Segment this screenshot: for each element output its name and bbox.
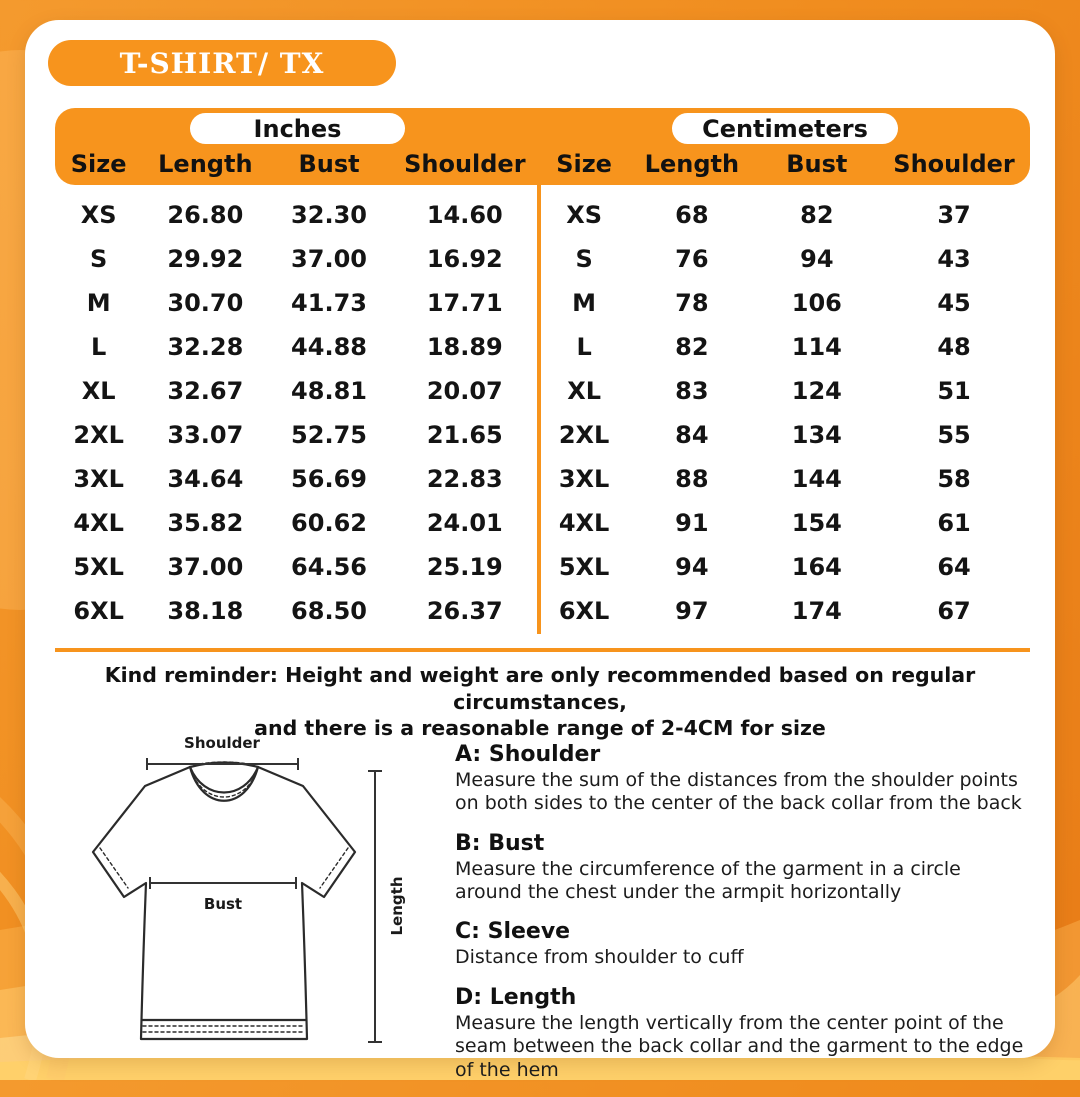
cell-length: 78: [675, 289, 709, 317]
cell-bust: 64.56: [291, 553, 367, 581]
title-pill: [48, 40, 396, 86]
cell-shoulder: 26.37: [426, 597, 503, 625]
diagram-bust-label: Bust: [203, 895, 243, 913]
unit-label-centimeters: Centimeters: [702, 114, 868, 143]
table-row: [55, 413, 540, 457]
cell-size: L: [91, 333, 107, 361]
kind-reminder-line2: and there is a reasonable range of 2-4CM for size: [254, 716, 826, 741]
column-header-length: Length: [158, 150, 253, 178]
cell-shoulder: 14.60: [426, 201, 503, 229]
measurement-instructions: [455, 742, 1033, 1097]
cell-length: 91: [675, 509, 709, 537]
cell-bust: 82: [800, 201, 834, 229]
cell-bust: 68.50: [291, 597, 367, 625]
cell-size: XS: [566, 201, 602, 229]
cell-size: M: [572, 289, 597, 317]
horizontal-rule: [55, 648, 1030, 652]
cell-size: XL: [81, 377, 116, 405]
column-header-shoulder: Shoulder: [893, 150, 1015, 178]
kind-reminder-line1: Kind reminder: Height and weight are only recommended based on regular circumstances,: [104, 663, 976, 714]
instruction-sleeve: [455, 919, 1033, 969]
cell-shoulder: 55: [937, 421, 971, 449]
instruction-body: Measure the circumference of the garment in a circle around the chest under the armpit horizontally: [455, 857, 961, 904]
cell-bust: 44.88: [291, 333, 367, 361]
cell-length: 34.64: [167, 465, 244, 493]
table-row: [540, 325, 1030, 369]
unit-label-inches: Inches: [253, 114, 342, 143]
cell-bust: 41.73: [291, 289, 367, 317]
inches-table: [55, 188, 540, 633]
cell-shoulder: 25.19: [426, 553, 503, 581]
cell-length: 33.07: [167, 421, 244, 449]
cell-length: 97: [675, 597, 709, 625]
cell-bust: 124: [791, 377, 842, 405]
cell-size: XS: [80, 201, 117, 229]
cell-length: 29.92: [167, 245, 244, 273]
instruction-body: Measure the sum of the distances from the shoulder points on both sides to the center of the back collar from the back: [455, 769, 1022, 815]
centimeters-table: [540, 188, 1030, 633]
cell-bust: 134: [791, 421, 842, 449]
cell-size: 2XL: [73, 421, 124, 449]
cell-bust: 154: [791, 509, 842, 537]
table-row: [540, 589, 1030, 633]
instruction-shoulder: [455, 742, 1033, 816]
cell-size: L: [576, 333, 592, 361]
cell-shoulder: 67: [937, 597, 971, 625]
cell-length: 83: [675, 377, 709, 405]
cell-shoulder: 64: [937, 553, 971, 581]
instruction-body: Distance from shoulder to cuff: [455, 946, 744, 969]
cell-length: 32.28: [167, 333, 244, 361]
cell-bust: 106: [791, 289, 842, 317]
column-header-bust: Bust: [298, 150, 360, 178]
cell-shoulder: 43: [937, 245, 971, 273]
diagram-length-label: Length: [388, 876, 406, 936]
unit-pill-inches: [190, 113, 405, 144]
table-header-band: [55, 108, 1030, 185]
instruction-body: Measure the length vertically from the center point of the seam between the back collar and the garment to the edge of the hem: [455, 1011, 1024, 1081]
cell-length: 94: [675, 553, 709, 581]
table-vertical-divider: [537, 185, 541, 634]
cell-size: 5XL: [558, 553, 610, 581]
cell-size: S: [90, 245, 108, 273]
table-row: [540, 413, 1030, 457]
table-row: [540, 193, 1030, 237]
cell-size: M: [86, 289, 111, 317]
table-row: [540, 369, 1030, 413]
table-row: [55, 457, 540, 501]
tshirt-diagram: [70, 734, 450, 1054]
table-row: [55, 369, 540, 413]
table-row: [55, 237, 540, 281]
length-measure-line: [368, 771, 382, 1042]
cell-shoulder: 21.65: [426, 421, 503, 449]
cell-shoulder: 51: [937, 377, 971, 405]
instruction-length: [455, 985, 1033, 1082]
table-row: [55, 501, 540, 545]
diagram-shoulder-label: Shoulder: [184, 734, 260, 752]
size-chart-card: [25, 20, 1055, 1081]
cell-shoulder: 45: [937, 289, 971, 317]
table-row: [540, 237, 1030, 281]
table-row: [55, 589, 540, 633]
cell-length: 38.18: [167, 597, 244, 625]
cell-size: 3XL: [558, 465, 610, 493]
unit-pill-centimeters: [672, 113, 898, 144]
header-half-inches: [55, 108, 540, 187]
table-row: [540, 545, 1030, 589]
cell-length: 82: [675, 333, 709, 361]
cell-length: 88: [675, 465, 709, 493]
cell-bust: 37.00: [291, 245, 367, 273]
cell-length: 84: [675, 421, 709, 449]
table-row: [540, 281, 1030, 325]
column-header-size: Size: [70, 150, 127, 178]
column-header-length: Length: [644, 150, 740, 178]
cell-shoulder: 18.89: [426, 333, 503, 361]
cell-shoulder: 16.92: [426, 245, 503, 273]
instruction-title: C: Sleeve: [455, 919, 571, 945]
column-header-bust: Bust: [786, 150, 848, 178]
table-row: [55, 281, 540, 325]
cell-shoulder: 37: [937, 201, 971, 229]
cell-length: 37.00: [167, 553, 244, 581]
cell-shoulder: 17.71: [426, 289, 503, 317]
table-row: [55, 193, 540, 237]
cell-shoulder: 20.07: [426, 377, 503, 405]
cell-bust: 114: [791, 333, 842, 361]
page-title: T-SHIRT/ TX: [119, 46, 325, 80]
cell-size: 2XL: [558, 421, 610, 449]
cell-bust: 174: [791, 597, 842, 625]
cell-bust: 32.30: [291, 201, 367, 229]
cell-length: 30.70: [167, 289, 244, 317]
cell-bust: 52.75: [291, 421, 367, 449]
cell-bust: 94: [800, 245, 834, 273]
cell-size: 6XL: [73, 597, 124, 625]
cell-length: 26.80: [167, 201, 244, 229]
table-row: [55, 545, 540, 589]
cell-length: 76: [675, 245, 709, 273]
cell-size: 4XL: [558, 509, 610, 537]
cell-bust: 48.81: [291, 377, 367, 405]
cell-length: 35.82: [167, 509, 244, 537]
instruction-bust: [455, 831, 1033, 905]
cell-shoulder: 24.01: [426, 509, 503, 537]
cell-size: S: [575, 245, 593, 273]
cell-shoulder: 58: [937, 465, 971, 493]
table-row: [55, 325, 540, 369]
table-rows-area: [55, 188, 1030, 633]
cell-bust: 164: [791, 553, 842, 581]
table-row: [540, 457, 1030, 501]
kind-reminder: [25, 662, 1055, 742]
cell-size: 3XL: [73, 465, 124, 493]
cell-size: 4XL: [73, 509, 124, 537]
cell-size: XL: [567, 377, 601, 405]
cell-bust: 56.69: [291, 465, 367, 493]
cell-size: 5XL: [73, 553, 124, 581]
cell-shoulder: 22.83: [426, 465, 503, 493]
cell-size: 6XL: [558, 597, 610, 625]
instruction-title: A: Shoulder: [455, 742, 601, 767]
table-row: [540, 501, 1030, 545]
cell-bust: 144: [791, 465, 842, 493]
column-header-shoulder: Shoulder: [404, 150, 526, 178]
cell-bust: 60.62: [291, 509, 367, 537]
column-header-size: Size: [556, 150, 612, 178]
instruction-title: B: Bust: [455, 830, 545, 856]
cell-length: 32.67: [167, 377, 244, 405]
cell-shoulder: 48: [937, 333, 971, 361]
cell-shoulder: 61: [937, 509, 971, 537]
cell-length: 68: [675, 201, 709, 229]
instruction-title: D: Length: [455, 984, 577, 1010]
header-half-centimeters: [540, 108, 1030, 187]
